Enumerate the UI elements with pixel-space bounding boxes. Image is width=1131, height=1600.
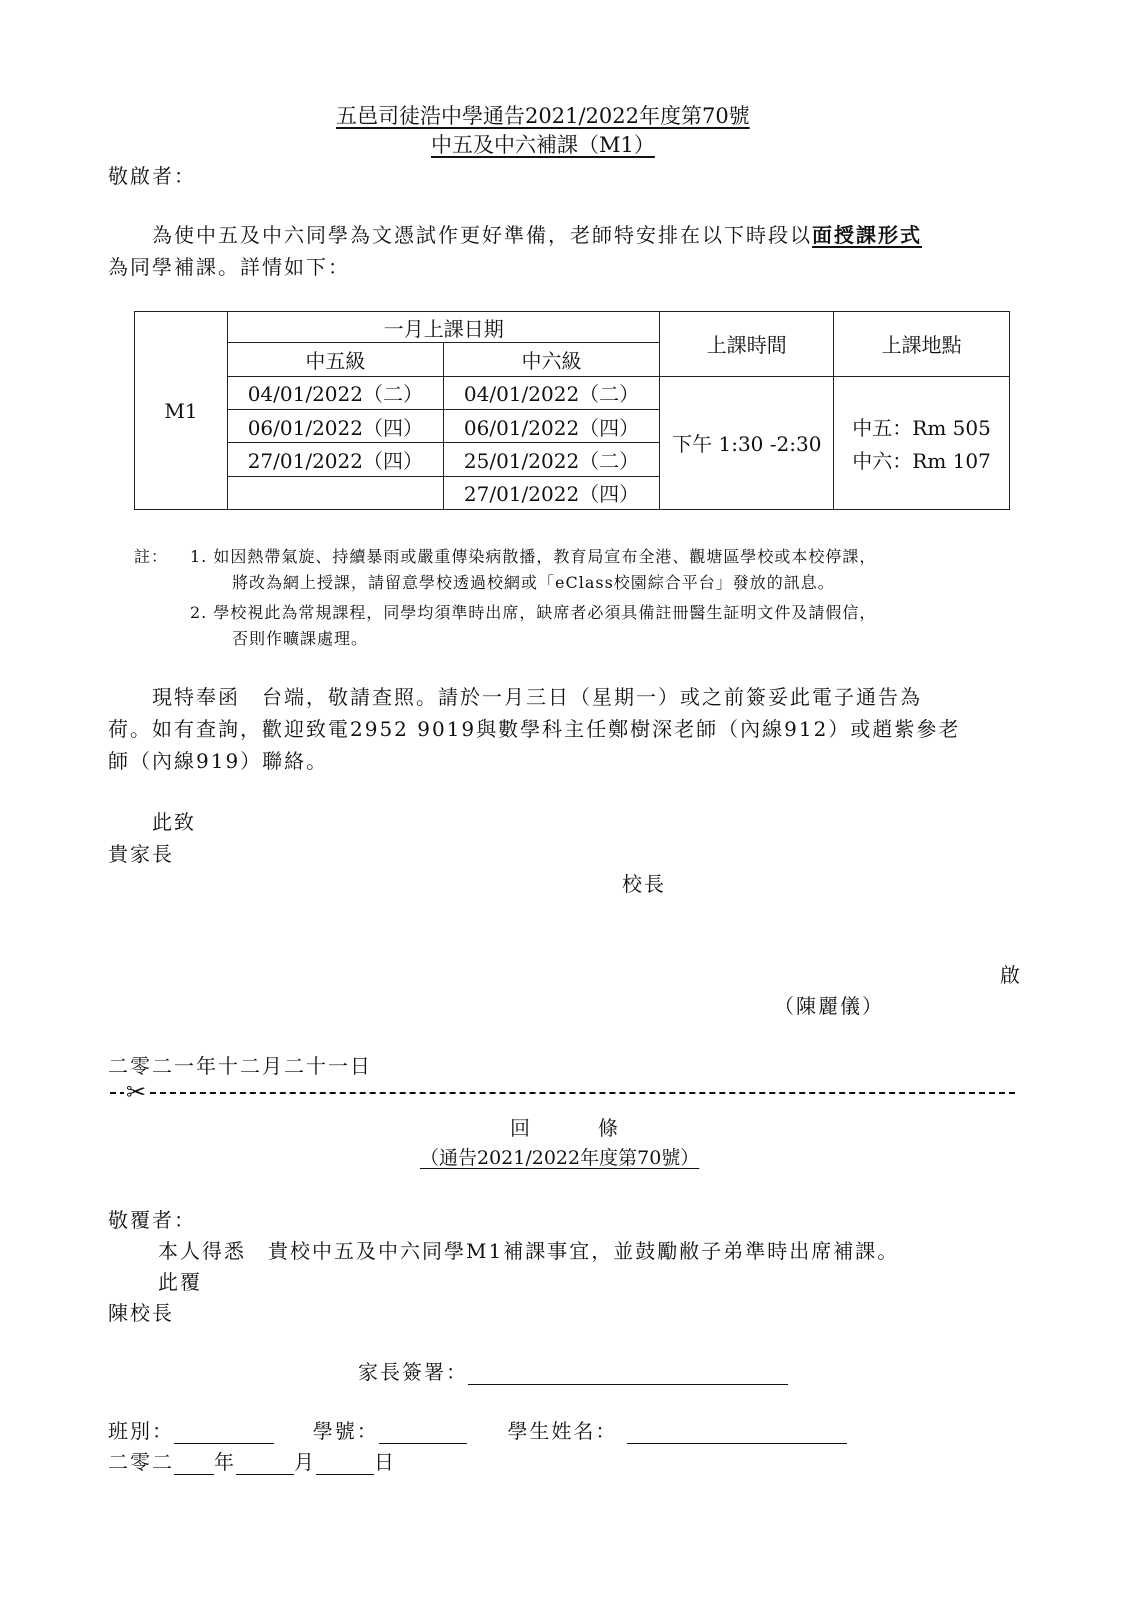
year-label: 年	[214, 1450, 236, 1474]
notice-date: 二零二一年十二月二十一日	[108, 1054, 372, 1078]
f5-date	[228, 476, 444, 509]
f6-header: 中六級	[443, 343, 660, 376]
f6-date: 04/01/2022（二）	[443, 376, 660, 409]
signature-field[interactable]	[468, 1366, 788, 1385]
reply-greeting: 敬覆者：	[108, 1208, 196, 1232]
student-name-field[interactable]	[627, 1425, 847, 1444]
f5-date: 27/01/2022（四）	[228, 443, 444, 476]
schedule-table	[134, 311, 1010, 510]
f5-date: 06/01/2022（四）	[228, 409, 444, 442]
intro-line-2: 為同學補課。詳情如下：	[108, 255, 350, 279]
reply-date-row	[108, 1446, 396, 1475]
note-2b: 否則作曠課處理。	[232, 629, 369, 648]
year-field[interactable]	[174, 1456, 214, 1475]
note-1a: 1. 如因熱帶氣旋、持續暴雨或嚴重傳染病散播，教育局宣布全港、觀塘區學校或本校停課，	[190, 547, 877, 566]
time-header: 上課時間	[660, 312, 834, 377]
scissors-icon: ✂	[126, 1078, 147, 1106]
closing-principal: 校長	[622, 872, 666, 896]
number-field[interactable]	[379, 1425, 467, 1444]
note-2a: 2. 學校視此為常規課程，同學均須準時出席，缺席者必須具備註冊醫生証明文件及請假信，	[190, 603, 877, 622]
f6-date: 25/01/2022（二）	[443, 443, 660, 476]
reply-ref-text: （通告2021/2022年度第70號）	[420, 1147, 700, 1169]
signature-row	[358, 1356, 788, 1385]
intro-text: 為使中五及中六同學為文憑試作更好準備，老師特安排在以下時段以	[152, 223, 812, 247]
reply-to: 陳校長	[108, 1301, 174, 1325]
closing-cizhi: 此致	[152, 810, 196, 834]
day-field[interactable]	[316, 1456, 374, 1475]
day-label: 日	[374, 1450, 396, 1474]
dates-header: 一月上課日期	[228, 312, 660, 343]
notice-title: 五邑司徒浩中學通告2021/2022年度第70號	[336, 104, 750, 128]
greeting: 敬啟者：	[108, 164, 196, 188]
month-label: 月	[294, 1450, 316, 1474]
number-label: 學號：	[312, 1419, 379, 1443]
cut-line	[110, 1092, 1015, 1094]
intro-line-1	[152, 219, 922, 248]
venue-cell	[834, 376, 1010, 509]
student-name-label: 學生姓名：	[507, 1419, 618, 1443]
venue-f6: 中六：Rm 107	[852, 448, 991, 473]
class-field[interactable]	[174, 1425, 274, 1444]
f5-date: 04/01/2022（二）	[228, 376, 444, 409]
closing-qi: 啟	[1000, 963, 1022, 987]
notes-label: 註：	[134, 547, 169, 566]
reply-ref	[420, 1143, 699, 1170]
f6-date: 27/01/2022（四）	[443, 476, 660, 509]
intro-emphasis: 面授課形式	[812, 223, 922, 247]
f5-header: 中五級	[228, 343, 444, 376]
time-cell: 下午 1:30 -2:30	[660, 376, 834, 509]
reply-title: 回 條	[510, 1116, 620, 1140]
subject-cell: M1	[135, 312, 228, 510]
date-prefix: 二零二	[108, 1450, 174, 1474]
month-field[interactable]	[236, 1456, 294, 1475]
body-line-3: 師（內線919）聯絡。	[108, 749, 329, 773]
principal-name: （陳麗儀）	[774, 994, 884, 1018]
note-1b: 將改為網上授課，請留意學校透過校網或「eClass校園綜合平台」發放的訊息。	[232, 573, 835, 592]
venue-header: 上課地點	[834, 312, 1010, 377]
venue-f5: 中五：Rm 505	[852, 415, 991, 440]
class-label: 班別：	[108, 1419, 174, 1443]
body-line-2: 荷。如有查詢，歡迎致電2952 9019與數學科主任鄭樹深老師（內線912）或趙紫參老	[108, 717, 961, 741]
closing-recipient: 貴家長	[108, 842, 174, 866]
f6-date: 06/01/2022（四）	[443, 409, 660, 442]
student-info-row	[108, 1415, 847, 1444]
signature-label: 家長簽署：	[358, 1360, 468, 1384]
reply-cifu: 此覆	[158, 1270, 202, 1294]
reply-content: 本人得悉 貴校中五及中六同學M1補課事宜，並鼓勵敝子弟準時出席補課。	[158, 1239, 900, 1263]
notice-subtitle: 中五及中六補課（M1）	[431, 133, 655, 157]
body-line-1: 現特奉函 台端，敬請查照。請於一月三日（星期一）或之前簽妥此電子通告為	[152, 685, 922, 709]
